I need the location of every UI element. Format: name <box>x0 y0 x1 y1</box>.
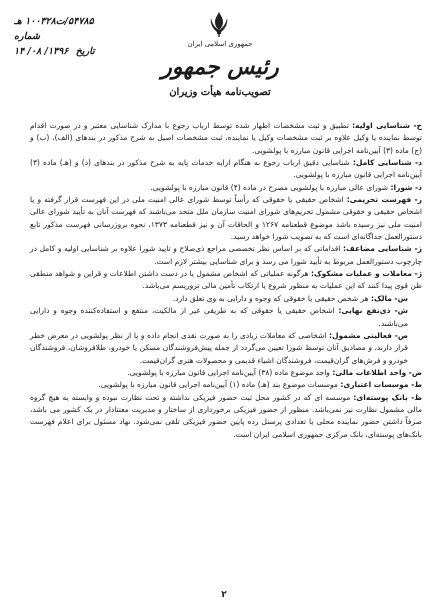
letter-number <box>14 14 164 29</box>
paragraph <box>30 182 422 194</box>
paragraph-term: ذ- شورا: <box>390 182 422 192</box>
paragraph-text: اقداماتی که بر اساس نظر تخصصی مراجع ذی‌صلاح و تایید شورا علاوه بر شناسایی اولیه و کامل در چارچوب دستورالعمل مربوط به تأیید شورا می رسد و برای شناسایی بیشتر لازم است. <box>30 244 422 266</box>
president-title: رئیس جمهور <box>161 54 279 80</box>
letter-number-value: ۵۴۷۸۵/ت۱۰۰۳۲۸ هـ <box>14 16 94 27</box>
paragraph <box>30 330 422 367</box>
paragraph <box>30 367 422 379</box>
letter-meta <box>14 14 164 59</box>
paragraph-term: س- مالک: <box>370 293 408 303</box>
paragraph <box>30 305 422 330</box>
letter-number-label: شماره <box>14 31 40 42</box>
paragraph-text: موسسه ای که در کشور محل ثبت حضور فیزیکی نداشته و تحت نظارت نبوده و وابسته به هیچ گروه مالی مشمول نظارت نیز نمی‌باشد. منظور از حضور فیزیکی برخورداری از ساختار و مدیریت معتنادار در یک کشور می باشد، صرفاً داشتن حضور نماینده محلی یا تعدادی پرسنل رده پایین حضور فیزیکی تلقی نمی‌شود. نهاد مسئول برای اعلام فهرست بانک‌های پوسته‌ای، بانک مرکزی جمهوری اسلامی ایران است. <box>30 392 422 439</box>
paragraph-term: ظ- بانک پوسته‌ای: <box>353 392 423 402</box>
paragraph <box>30 392 422 441</box>
republic-caption: جمهوری اسلامی ایران <box>187 40 253 48</box>
paragraph-text: شورای عالی مبارزه با پولشویی مصرح در ماده (۴) قانون مبارزه با پولشویی. <box>150 182 391 192</box>
paragraph <box>30 379 422 391</box>
document-heading: تصویب‌نامه هیأت وزیران <box>169 87 271 98</box>
paragraph <box>30 243 422 268</box>
paragraph-text: اشخاص حقیقی یا حقوقی که رأساً توسط شورای عالی امنیت ملی در این فهرست قرار گرفته و یا اشخاص حقیقی و حقوقی مشمول تحریم‌های شورای امنیت سازمان ملل متحد می‌باشند که فهرست آنان به تأیید شورای عالی امنیت ملی نیز رسیده باشد موضوع قطعنامه ۱۲۶۷ و الحاقات آن و نیز قطعنامه ۱۳۷۳، نحوه بروزرسانی فهرست مذکور تابع دستورالعمل جداگانه‌ای است که به تصویب شورا خواهد رسید. <box>30 195 422 242</box>
paragraph-term: ژ- معاملات و عملیات مشکوک: <box>310 269 423 279</box>
iran-emblem-icon <box>206 10 232 38</box>
paragraph-term: خ- شناسایی اولیه: <box>352 121 423 130</box>
paragraph-text: اشخاصی که معاملات زیادی را به صورت نقدی انجام داده و یا از نظر پولشویی در معرض خطر قرار دارند، و مصادیق آنان توسط شورا تعیین می‌گردد از جمله پیش‌فروشندگان مسکن یا خودرو، طلافروشان، فروشندگان خودرو و فرش‌های گران‌قیمت، فروشندگان اشیاء قدیمی و محصولات هنری گران‌قیمت. <box>30 330 408 365</box>
paragraph <box>30 293 422 305</box>
paragraph-text: واحد موضوع ماده (۳۸) آیین‌نامه اجرایی قانون مبارزه با پولشویی. <box>127 367 333 377</box>
paragraph <box>30 157 422 182</box>
paragraph-text: موسسات موضوع بند (هـ) ماده (۱) آیین‌نامه اجرایی قانون مبارزه با پولشویی. <box>98 380 341 390</box>
paragraph-text: اشخاص حقیقی یا حقوقی که به طریقی غیر از مالکیت، منتفع و استفاده‌کننده وجوه و دارایی می‌باشند. <box>30 306 408 328</box>
paragraph-term: ص- فعالیتی مشمول: <box>329 330 408 340</box>
paragraph-term: ط- موسسات اعتباری: <box>340 380 422 390</box>
paragraph-term: ر- فهرست تحریمی: <box>346 195 422 205</box>
document-body <box>30 120 422 441</box>
paragraph-text: شناسایی دقیق ارباب رجوع به هنگام ارایه خدمات پایه به شرح مذکور در بندهای (د) و (هـ) ماده (۳) آیین‌نامه اجرایی قانون مبارزه با پولشویی. <box>30 158 422 180</box>
letter-date-value: ۱۳۹۶/ ۰۸/ ۱۴ <box>14 46 69 57</box>
paragraph-text: هر شخص حقیقی یا حقوقی که وجوه و دارایی به وی تعلق دارد. <box>172 293 371 303</box>
paragraph-text: تطبیق و ثبت مشخصات اظهار شده توسط ارباب رجوع با مدارک شناسایی معتبر و در صورت اقدام توسط نماینده یا وکیل علاوه بر ثبت مشخصات وکیل یا نماینده، ثبت مشخصات اصیل به شرح مذکور در بندهای (الف)، (ب) و (ج) ماده (۳) آیین‌نامه اجرایی قانون مبارزه با پولشویی. <box>30 121 422 155</box>
letter-date-label: تاریخ <box>75 46 95 57</box>
paragraph <box>30 194 422 243</box>
paragraph-text: هرگونه عملیاتی که اشخاص مشمول یا در دست داشتن اطلاعات و قراین و شواهد منطقی ظن قوی پیدا کنند که این عملیات به منظور شروع یا ارتکاب تأمین مالی تروریسم می‌باشد. <box>30 269 422 291</box>
paragraph-term: ز- شناسایی مضاعف: <box>343 244 422 254</box>
paragraph-term: ض- واحد اطلاعات مالی: <box>332 367 422 377</box>
letter-date <box>14 44 164 59</box>
letter-number-row <box>14 29 164 44</box>
paragraph-term: ش- ذی‌نفع نهایی: <box>338 306 408 316</box>
page-number: ۲ <box>221 590 227 600</box>
paragraph-term: د- شناسایی کامل: <box>352 158 422 168</box>
paragraph <box>30 120 422 157</box>
paragraph <box>30 268 422 293</box>
